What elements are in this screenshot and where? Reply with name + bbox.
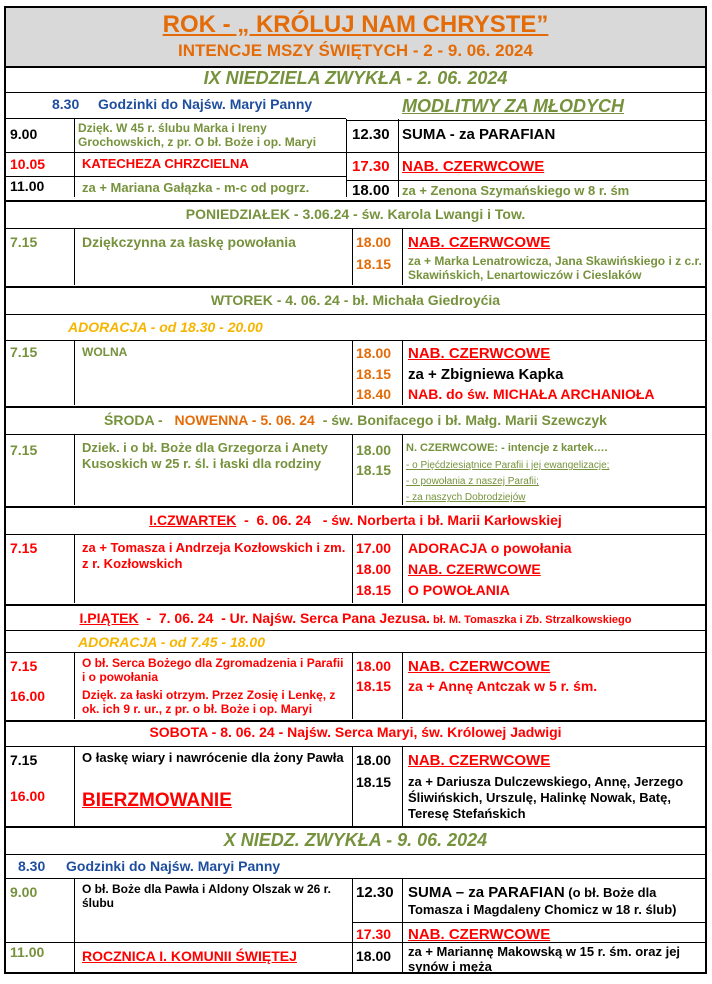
sunday2-godzinki-time: 8.30 [18,858,46,874]
wednesday-novena-line [406,442,608,454]
thursday-right-time-1: 17.00 [356,540,392,556]
sunday2-right-time-2: 18.00 [356,948,392,964]
sunday1-right-time-2: 17.30 [352,158,390,175]
friday-left-time-1: 7.15 [10,658,38,674]
saturday-right-text-1: NAB. CZERWCOWE [408,752,551,769]
sunday1-right-time-3: 18.00 [352,182,390,199]
sunday1-left-time-2: 10.05 [10,156,46,172]
monday-right-time-2: 18.15 [356,256,392,272]
sunday2-right-text-2: za + Mariannę Makowską w 15 r. śm. oraz jej synów i męża [408,944,681,974]
thursday-left-time: 7.15 [10,540,38,556]
title-block [6,8,705,68]
wednesday-left-text: Dziek. i o bł. Boże dla Grzegorza i Anety Kusoskich w 25 r. śl. i łaski dla rodziny [82,440,328,471]
tuesday-right-text-1: NAB. CZERWCOWE [408,345,551,362]
wednesday-novena-title: N. CZERWCOWE: [406,442,502,454]
sunday2-left-time-1: 9.00 [10,884,38,900]
tuesday-left-text: WOLNA [82,345,128,359]
wednesday-heading-saints: - św. Bonifacego i bł. Małg. Marii Szewczyk [322,412,607,428]
sunday1-left-text-3: za + Mariana Gałązka - m-c od pogrz. [82,180,310,195]
sunday1-godzinki-time: 8.30 [52,96,80,112]
sunday1-left-text-1: Dzięk. W 45 r. ślubu Marka i Ireny Grochowskich, z pr. O bł. Boże i op. Maryi [78,121,317,149]
sunday1-right-time-1: 12.30 [352,126,390,143]
sunday1-right-text-2: NAB. CZERWCOWE [402,158,545,175]
monday-heading: PONIEDZIAŁEK - 3.06.24 - św. Karola Lwangi i Tow. [185,206,526,222]
tuesday-right-text-2: za + Zbigniewa Kapka [408,366,564,383]
saturday-left-time-1: 7.15 [10,752,38,768]
thursday-heading-day: I.CZWARTEK [149,512,237,528]
tuesday-heading: WTOREK - 4. 06. 24 - bł. Michała Giedroyćia [210,292,501,308]
tuesday-right-time-3: 18.40 [356,386,392,402]
saturday-right-time-1: 18.00 [356,752,392,768]
saturday-right-text-2: za + Dariusza Dulczewskiego, Annę, Jerzego Śliwińskich, Urszulę, Halinkę Nowak, Batę, Teresę Stefańskich [408,774,684,821]
wednesday-novena-item-3: - za naszych Dobrodziejów [406,492,526,503]
sunday2-suma-note: (o bł. Boże dla Tomasza i Magdaleny Chomicz w 18 r. ślub) [408,885,677,917]
monday-left-time: 7.15 [10,234,38,250]
thursday-right-text-1: ADORACJA o powołania [408,540,572,556]
wednesday-novena-item-1: - o Pięćdziesiątnice Parafii i jej ewangelizacje; [406,460,610,471]
friday-right-time-1: 18.00 [356,658,392,674]
sunday2-left-time-2: 11.00 [10,944,45,960]
sunday1-left-time-3: 11.00 [10,178,45,194]
monday-right-text-2: za + Marka Lenatrowicza, Jana Skawińskiego i z c.r. Skawińskich, Lenartowiczów i Cieslaków [408,254,702,282]
sunday1-left-time-1: 9.00 [10,126,38,142]
saturday-heading: SOBOTA - 8. 06. 24 - Najśw. Serca Maryi, św. Królowej Jadwigi [149,724,562,740]
monday-right-text-1: NAB. CZERWCOWE [408,234,551,251]
friday-left-text-1: O bł. Serca Bożego dla Zgromadzenia i Parafii i o powołania [82,656,344,684]
sunday1-left-text-2: KATECHEZA CHRZCIELNA [82,156,249,171]
friday-heading-day: I.PIĄTEK [79,610,139,626]
wednesday-novena-intro: - intencje z kartek…. [501,442,608,454]
sunday2-suma-time: 12.30 [356,884,394,901]
tuesday-right-text-3: NAB. do św. MICHAŁA ARCHANIOŁA [408,386,655,402]
wednesday-heading [6,412,705,428]
sunday2-godzinki-text: Godzinki do Najśw. Maryi Panny [66,858,281,874]
friday-right-text-1: NAB. CZERWCOWE [408,658,551,675]
sunday1-godzinki-text: Godzinki do Najśw. Maryi Panny [98,96,313,112]
wednesday-novena-item-2: - o powołania z naszej Parafii; [406,476,539,487]
tuesday-right-time-2: 18.15 [356,366,392,382]
wednesday-left-time: 7.15 [10,442,38,458]
wednesday-heading-day: ŚRODA - [104,412,163,428]
saturday-left-time-2: 16.00 [10,788,46,804]
friday-heading-saints: bł. M. Tomaszka i Zb. Strzalkowskiego [429,614,632,626]
wednesday-right-time-1: 18.00 [356,442,392,458]
friday-heading [6,610,705,626]
friday-adoration: ADORACJA - od 7.45 - 18.00 [78,634,265,650]
thursday-heading-rest: - 6. 06. 24 - św. Norberta i bł. Marii Karłowskiej [236,512,562,528]
thursday-right-text-2: NAB. CZERWCOWE [408,561,541,577]
thursday-right-time-3: 18.15 [356,582,392,598]
sunday2-suma-text: SUMA – za PARAFIAN [408,884,565,901]
sunday2-left-text-1: O bł. Boże dla Pawła i Aldony Olszak w 26 r. ślubu [82,882,331,910]
saturday-left-text-2: BIERZMOWANIE [82,790,232,811]
thursday-left-text: za + Tomasza i Andrzeja Kozłowskich i zm. z r. Kozłowskich [82,540,346,571]
sunday1-right-text-1: SUMA - za PARAFIAN [402,126,556,143]
friday-left-text-2: Dzięk. za łaski otrzym. Przez Zosię i Lenkę, z ok. ich 9 r. ur., z pr. o bł. Boże i op. Maryi [82,688,336,716]
friday-heading-feast: - 7. 06. 24 - Ur. Najśw. Serca Pana Jezusa. [138,610,430,626]
thursday-heading [6,512,705,528]
friday-left-time-2: 16.00 [10,688,46,704]
wednesday-right-time-2: 18.15 [356,462,392,478]
friday-right-text-2: za + Annę Antczak w 5 r. śm. [408,678,598,694]
sunday2-heading: X NIEDZ. ZWYKŁA - 9. 06. 2024 [223,830,488,850]
tuesday-left-time: 7.15 [10,344,38,360]
sunday2-left-text-2: ROCZNICA I. KOMUNII ŚWIĘTEJ [82,948,297,964]
monday-right-time-1: 18.00 [356,234,392,250]
page-subtitle: INTENCJE MSZY ŚWIĘTYCH - 2 - 9. 06. 2024 [178,41,533,60]
friday-right-time-2: 18.15 [356,678,392,694]
thursday-right-text-3: O POWOŁANIA [408,582,510,598]
sunday2-right-text-1: NAB. CZERWCOWE [408,926,551,943]
monday-left-text: Dziękczynna za łaskę powołania [82,234,296,250]
sunday2-right-time-1: 17.30 [356,926,392,942]
saturday-left-text-1: O łaskę wiary i nawrócenie dla żony Pawła [82,750,344,765]
sunday1-heading: IX NIEDZIELA ZWYKŁA - 2. 06. 2024 [203,68,508,88]
youth-prayers-title: MODLITWY ZA MŁODYCH [402,96,624,116]
sunday2-suma [408,884,702,918]
tuesday-right-time-1: 18.00 [356,345,392,361]
sunday1-right-text-3: za + Zenona Szymańskiego w 8 r. śm [402,183,630,198]
tuesday-adoration: ADORACJA - od 18.30 - 20.00 [68,319,263,335]
thursday-right-time-2: 18.00 [356,561,392,577]
page-title: ROK - „ KRÓLUJ NAM CHRYSTE” [162,11,549,38]
intentions-sheet [4,6,707,974]
saturday-right-time-2: 18.15 [356,774,392,790]
wednesday-heading-novena: NOWENNA - 5. 06. 24 [174,412,315,428]
